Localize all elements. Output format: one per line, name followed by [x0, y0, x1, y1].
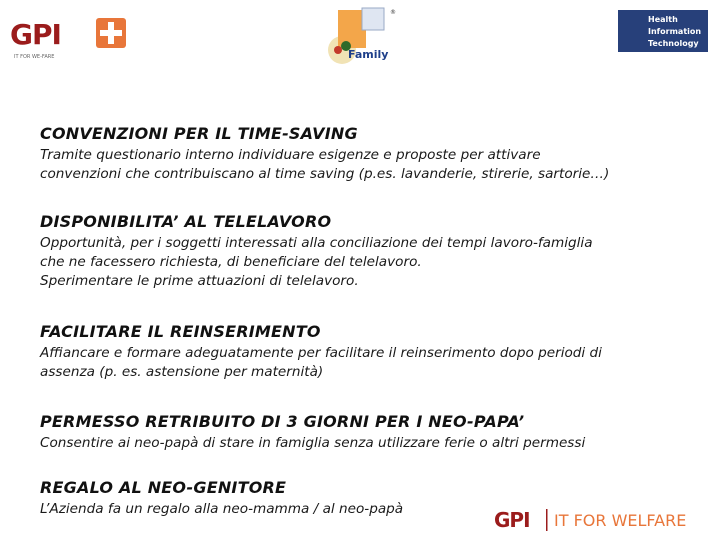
section-time-saving: [40, 124, 700, 184]
body-line: L’Azienda fa un regalo alla neo-mamma / al neo-papà: [40, 501, 404, 517]
body-line: Tramite questionario interno individuare esigenze e proposte per attivare: [40, 147, 541, 163]
body-line: Opportunità, per i soggetti interessati alla conciliazione dei tempi lavoro-famiglia: [40, 235, 593, 251]
svg-text:®: ®: [390, 9, 396, 16]
section-heading: DISPONIBILITA’ AL TELELAVORO: [40, 212, 332, 231]
section-heading: PERMESSO RETRIBUITO DI 3 GIORNI PER I NEO-PAPA’: [40, 412, 525, 431]
section-telelavoro: [40, 212, 700, 291]
svg-text:GPI: GPI: [10, 18, 61, 51]
gpi-footer-logo: [494, 506, 704, 534]
hit-logo: [618, 10, 708, 52]
body-line: assenza (p. es. astensione per maternità): [40, 364, 324, 380]
body-line: Affiancare e formare adeguatamente per facilitare il reinserimento dopo periodi di: [40, 345, 602, 361]
hit-line-1: Health: [648, 15, 678, 24]
gpi-cross-icon: [96, 18, 126, 48]
section-heading: CONVENZIONI PER IL TIME-SAVING: [40, 124, 358, 143]
section-heading: FACILITARE IL REINSERIMENTO: [40, 322, 321, 341]
svg-text:GPI: GPI: [494, 508, 530, 532]
family-audit-logo: [318, 6, 400, 66]
hit-line-3: Technology: [648, 39, 699, 48]
gpi-logo: [10, 14, 130, 62]
body-line: Sperimentare le prime attuazioni di telelavoro.: [40, 273, 359, 289]
body-line: convenzioni che contribuiscano al time saving (p.es. lavanderie, stirerie, sartorie…): [40, 166, 610, 182]
body-line: che ne facessero richiesta, di beneficiare del telelavoro.: [40, 254, 422, 270]
body-line: Consentire ai neo-papà di stare in famiglia senza utilizzare ferie o altri permessi: [40, 435, 586, 451]
section-body: [40, 434, 700, 453]
family-label: Family: [348, 48, 389, 61]
hit-line-2: Information: [648, 27, 702, 36]
section-reinserimento: [40, 322, 700, 382]
section-body: [40, 146, 700, 184]
section-heading: REGALO AL NEO-GENITORE: [40, 478, 287, 497]
footer-tagline: IT FOR WELFARE: [554, 511, 687, 530]
section-body: [40, 234, 700, 291]
section-body: [40, 344, 700, 382]
gpi-tagline: IT FOR WE-FARE: [14, 54, 55, 60]
section-permesso-neo-papa: [40, 412, 700, 453]
